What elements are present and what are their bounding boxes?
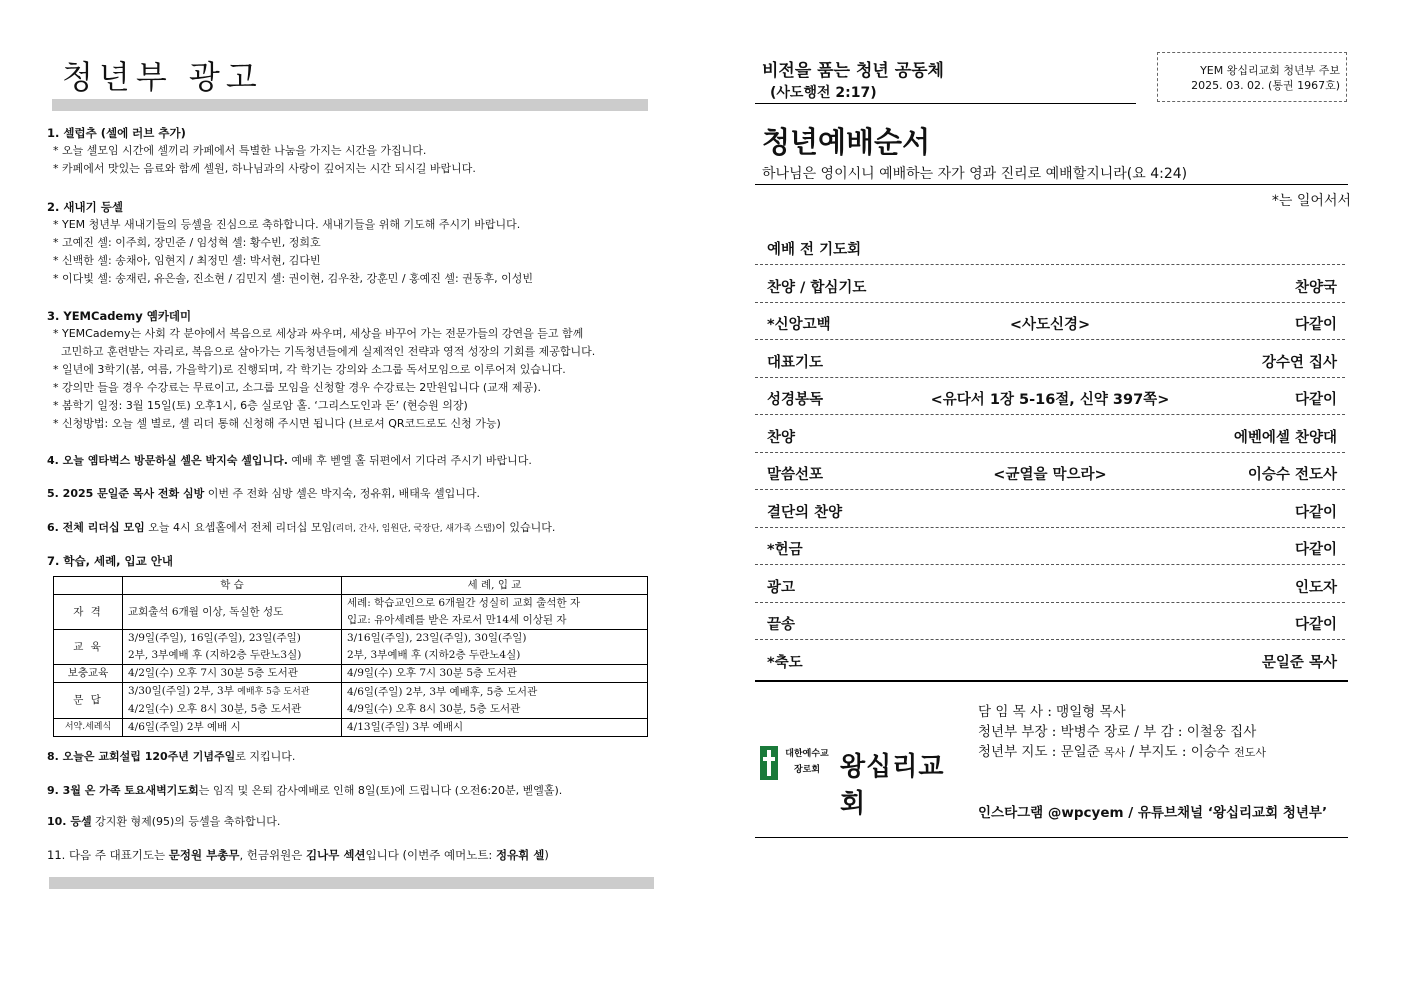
- announcement-bold: 8. 오늘은: [47, 750, 99, 763]
- issue-line: YEM 왕십리교회 청년부 주보: [1200, 64, 1340, 77]
- bullet-item: * 일년에 3학기(봄, 여름, 가을학기)로 진행되며, 각 학기는 강의와 소그룹 독서모임으로 이루어져 있습니다.: [53, 363, 566, 376]
- bullet-continuation: 고민하고 훈련받는 자리로, 복음으로 살아가는 기독청년들에게 실제적인 전략과 영적 성장의 기회를 제공합니다.: [61, 345, 596, 358]
- announcement-text: 로 지킵니다.: [235, 750, 296, 763]
- section-baptism-heading: [47, 552, 657, 570]
- order-item-name: 광고: [767, 579, 796, 596]
- announcement-text: 강지환 형제(95)의 등셀을 축하합니다.: [91, 815, 281, 828]
- order-item-name: 말씀선포: [767, 467, 824, 483]
- worship-order-title: 청년예배순서: [762, 125, 931, 159]
- order-bottom-rule: [755, 680, 1348, 682]
- section-yemcademy: [47, 307, 657, 433]
- cell-line: 3/16일(주일), 23일(주일), 30일(주일): [347, 632, 527, 644]
- table-header-row: [54, 577, 648, 595]
- table-cell: [342, 683, 648, 719]
- table-header-baptism: 세 례, 입 교: [342, 577, 648, 595]
- section-heading: 3. YEMCademy 옘카데미: [47, 309, 192, 323]
- staff-text: 청년부 지도 : 문일준: [978, 744, 1105, 760]
- cell-line: 2부, 3부예배 후 (지하2층 두란노4실): [347, 649, 521, 661]
- order-item-leader: 다같이: [1294, 392, 1337, 408]
- issue-info-box: [1157, 52, 1347, 102]
- announcement-small: (리더, 간사, 임원단, 국장단, 새가족 스탭): [332, 524, 496, 534]
- order-item-detail: <유다서 1장 5-16절, 신약 397쪽>: [930, 392, 1170, 408]
- worship-order-row: [755, 566, 1345, 603]
- announcement-text: 예배 후 벧엘 홀 뒤편에서 기다려 주시기 바랍니다.: [287, 454, 532, 467]
- section-phone-visit: [47, 485, 657, 503]
- section-heading: 7. 학습, 세례, 입교 안내: [47, 554, 173, 568]
- staff-title-small: 목사: [1104, 746, 1126, 759]
- order-item-leader: 찬양국: [1294, 279, 1337, 296]
- table-header-study: 학 습: [123, 577, 342, 595]
- bullet-item: * 신백한 셀: 송채아, 임현지 / 최정민 셀: 박서현, 김다빈: [53, 254, 321, 267]
- table-cell: [123, 630, 342, 665]
- bullet-item: * 봄학기 일정: 3월 15일(토) 오후1시, 6층 실로암 홀. ‘그리스도인과 돈’ (현승원 의장): [53, 399, 468, 412]
- cross-icon: [760, 746, 778, 780]
- row-label: 교 육: [54, 630, 123, 665]
- worship-order-row: [755, 603, 1345, 640]
- announcement-text: 이 있습니다.: [495, 521, 556, 534]
- order-item-name: *축도: [767, 654, 803, 671]
- cell-text: 3/30일(주일) 2부, 3부: [128, 685, 238, 697]
- order-item-leader: 인도자: [1294, 579, 1337, 596]
- social-channels: 인스타그램 @wpcyem / 유튜브채널 ‘왕십리교회 청년부’: [978, 805, 1328, 821]
- worship-order-row: [755, 378, 1345, 415]
- bullet-item: * 카페에서 맛있는 음료와 함께 셀원, 하나님과의 사랑이 깊어지는 시간 되시길 바랍니다.: [53, 162, 476, 175]
- table-cell: 4/2일(수) 오후 7시 30분 5층 도서관: [123, 665, 342, 683]
- announcement-text: , 헌금위원은: [239, 848, 306, 862]
- staff-line: [978, 742, 1266, 763]
- social-underline: [755, 837, 1348, 838]
- section-anniversary: [47, 748, 657, 766]
- order-item-name: 끝송: [767, 617, 796, 633]
- section-heading: 1. 셀럽추 (셀에 러브 추가): [47, 126, 186, 140]
- worship-order-row: [755, 453, 1345, 490]
- section-next-week: [47, 846, 657, 864]
- table-header-empty: [54, 577, 123, 595]
- section-leadership-meeting: [47, 519, 657, 538]
- table-row: [54, 683, 648, 719]
- table-cell: 4/6일(주일) 2부 예배 시: [123, 719, 342, 737]
- row-label: 서약.세례식: [54, 719, 123, 737]
- order-item-leader: 다같이: [1294, 317, 1337, 333]
- vision-reference: (사도행전 2:17): [770, 85, 877, 101]
- bullet-item: * 강의만 들을 경우 수강료는 무료이고, 소그룹 모임을 신청할 경우 수강료는 2만원입니다 (교재 제공).: [53, 381, 541, 394]
- bullet-item: * YEM 청년부 새내기들의 등셀을 진심으로 축하합니다. 새내기들을 위해 기도해 주시기 바랍니다.: [53, 218, 521, 231]
- logo-subtitle-line: 대한예수교: [785, 749, 829, 759]
- row-label: 문 답: [54, 683, 123, 719]
- page-title: 청년부 광고: [62, 58, 263, 96]
- section-registration: [47, 813, 657, 831]
- logo-subtitle-line: 장로회: [793, 765, 821, 775]
- order-item-leader: 다같이: [1294, 542, 1337, 558]
- logo-church-name: 왕십리교회: [840, 752, 945, 819]
- section-dawn-prayer: [47, 782, 657, 800]
- announcement-text: 는 임직 및 은퇴 감사예배로 인해 8일(토)에 드립니다 (오전6:20분, 벧엘홀).: [198, 784, 563, 797]
- cell-line: 4/6일(주일) 2부, 3부 예배후, 5층 도서관: [347, 685, 538, 698]
- worship-verse: 하나님은 영이시니 예배하는 자가 영과 진리로 예배할지니라(요 4:24): [762, 166, 1188, 182]
- row-label: 보충교육: [54, 665, 123, 683]
- announcement-bold: 교회설립 120주년 기념주일: [98, 750, 236, 763]
- cell-line: 3/9일(주일), 16일(주일), 23일(주일): [128, 632, 301, 644]
- section-cell-love: [47, 124, 657, 178]
- table-cell: 4/13일(주일) 3부 예배시: [342, 719, 648, 737]
- order-item-leader: 이승수 전도사: [1247, 467, 1337, 483]
- order-item-name: 찬양: [767, 429, 796, 446]
- announcement-bold: 정유휘 셀: [495, 848, 545, 862]
- table-cell: [123, 683, 342, 719]
- announcement-bold: 10. 등셀: [47, 815, 92, 828]
- cell-line: [128, 683, 336, 701]
- worship-order-row: [755, 266, 1345, 303]
- table-row: [54, 665, 648, 683]
- verse-underline: [755, 184, 1348, 185]
- vision-statement: 비전을 품는 청년 공동체: [762, 61, 944, 81]
- staff-list: [978, 702, 1266, 763]
- order-item-name: *헌금: [767, 542, 803, 558]
- worship-order-row: [755, 303, 1345, 340]
- section-newcomers: [47, 198, 657, 288]
- logo-subtitle: [782, 746, 832, 778]
- order-item-leader: 다같이: [1294, 617, 1337, 633]
- order-item-name: *신앙고백: [767, 317, 831, 333]
- footer-divider-bar: [49, 877, 654, 889]
- table-row: [54, 630, 648, 665]
- worship-order-row: [755, 416, 1345, 453]
- baptism-schedule-table: [53, 576, 648, 737]
- order-item-leader: 문일준 목사: [1261, 654, 1337, 671]
- order-item-name: 성경봉독: [767, 392, 824, 408]
- order-item-leader: 강수연 집사: [1261, 354, 1337, 371]
- table-cell: [342, 595, 648, 630]
- order-item-name: 찬양 / 합심기도: [767, 279, 867, 296]
- table-row: [54, 595, 648, 630]
- order-item-leader: 다같이: [1294, 504, 1337, 521]
- cell-line: 세례: 학습교인으로 6개월간 성실히 교회 출석한 자: [347, 597, 581, 609]
- row-label: 자 격: [54, 595, 123, 630]
- announcement-text: 오늘 4시 요셉홀에서 전체 리더십 모임: [144, 521, 333, 534]
- announcement-text: 이번 주 전화 심방 셀은 박지숙, 정유휘, 배태욱 셀입니다.: [204, 487, 480, 500]
- section-yemtabucks: [47, 452, 657, 470]
- standing-note: *는 일어서서: [1271, 193, 1351, 209]
- order-item-detail: <사도신경>: [1009, 317, 1091, 333]
- worship-order-row: [755, 528, 1345, 565]
- cell-line: 입교: 유아세례를 받은 자로서 만14세 이상된 자: [347, 614, 567, 626]
- announcement-text: 11. 다음 주 대표기도는: [47, 848, 169, 862]
- vision-underline: [755, 103, 1136, 104]
- worship-order-row: [755, 228, 1345, 265]
- announcement-bold: 9. 3월 온 가족 토요새벽기도회: [47, 784, 199, 797]
- order-item-name: 대표기도: [767, 354, 824, 371]
- announcement-bold: 6. 전체 리더십 모임: [47, 521, 145, 534]
- bullet-item: * 고예진 셀: 이주희, 장민준 / 임성혁 셀: 황수빈, 정희호: [53, 236, 321, 249]
- worship-order-row: [755, 341, 1345, 378]
- staff-title-small: 전도사: [1234, 746, 1267, 759]
- bullet-item: * 이다빛 셀: 송재린, 유은솔, 진소현 / 김민지 셀: 권이현, 김우찬, 강훈민 / 홍예진 셀: 권동후, 이성빈: [53, 272, 533, 285]
- staff-line: 담 임 목 사 : 맹일형 목사: [978, 704, 1126, 720]
- order-item-name: 결단의 찬양: [767, 504, 843, 521]
- order-item-name: 예배 전 기도회: [767, 242, 862, 258]
- announcement-bold: 5. 2025 문일준 목사 전화 심방: [47, 487, 205, 500]
- cell-line: 2부, 3부예배 후 (지하2층 두란노3실): [128, 649, 302, 661]
- order-item-detail: <균열을 막으라>: [993, 467, 1107, 483]
- section-heading: 2. 새내기 등셀: [47, 200, 123, 214]
- bullet-item: * YEMCademy는 사회 각 분야에서 복음으로 세상과 싸우며, 세상을 바꾸어 가는 전문가들의 강연을 듣고 함께: [53, 327, 584, 340]
- cell-text-small: 예배후 5층 도서관: [237, 687, 310, 697]
- table-row: [54, 719, 648, 737]
- announcement-bold: 김나무 섹션: [305, 848, 366, 862]
- title-divider-bar: [52, 99, 648, 111]
- announcement-bold: 문정원 부총무: [168, 848, 240, 862]
- church-logo: [760, 744, 960, 819]
- announcement-text: 입니다 (이번주 예머노트:: [365, 848, 496, 862]
- table-cell: [342, 630, 648, 665]
- table-cell: 4/9일(수) 오후 7시 30분 5층 도서관: [342, 665, 648, 683]
- table-cell: 교회출석 6개월 이상, 독실한 성도: [123, 595, 342, 630]
- staff-text: / 부지도 : 이승수: [1125, 744, 1235, 760]
- bullet-item: * 신청방법: 오늘 셀 별로, 셀 리더 통해 신청해 주시면 됩니다 (브로셔 QR코드로도 신청 가능): [53, 417, 501, 430]
- cell-line: 4/9일(수) 오후 8시 30분, 5층 도서관: [347, 702, 521, 715]
- cell-line: 4/2일(수) 오후 8시 30분, 5층 도서관: [128, 703, 302, 715]
- staff-line: 청년부 부장 : 박병수 장로 / 부 감 : 이철웅 집사: [978, 724, 1257, 740]
- announcement-bold: 4. 오늘 옘타벅스 방문하실 셀은 박지숙 셀입니다.: [47, 454, 288, 467]
- worship-order-row: [755, 641, 1345, 678]
- issue-line: 2025. 03. 02. (통권 1967호): [1191, 79, 1340, 92]
- bullet-item: * 오늘 셀모임 시간에 셀끼리 카페에서 특별한 나눔을 가지는 시간을 가집니다.: [53, 144, 427, 157]
- order-item-leader: 에벤에셀 찬양대: [1233, 429, 1337, 446]
- worship-order-row: [755, 491, 1345, 528]
- announcement-text: ): [544, 848, 549, 862]
